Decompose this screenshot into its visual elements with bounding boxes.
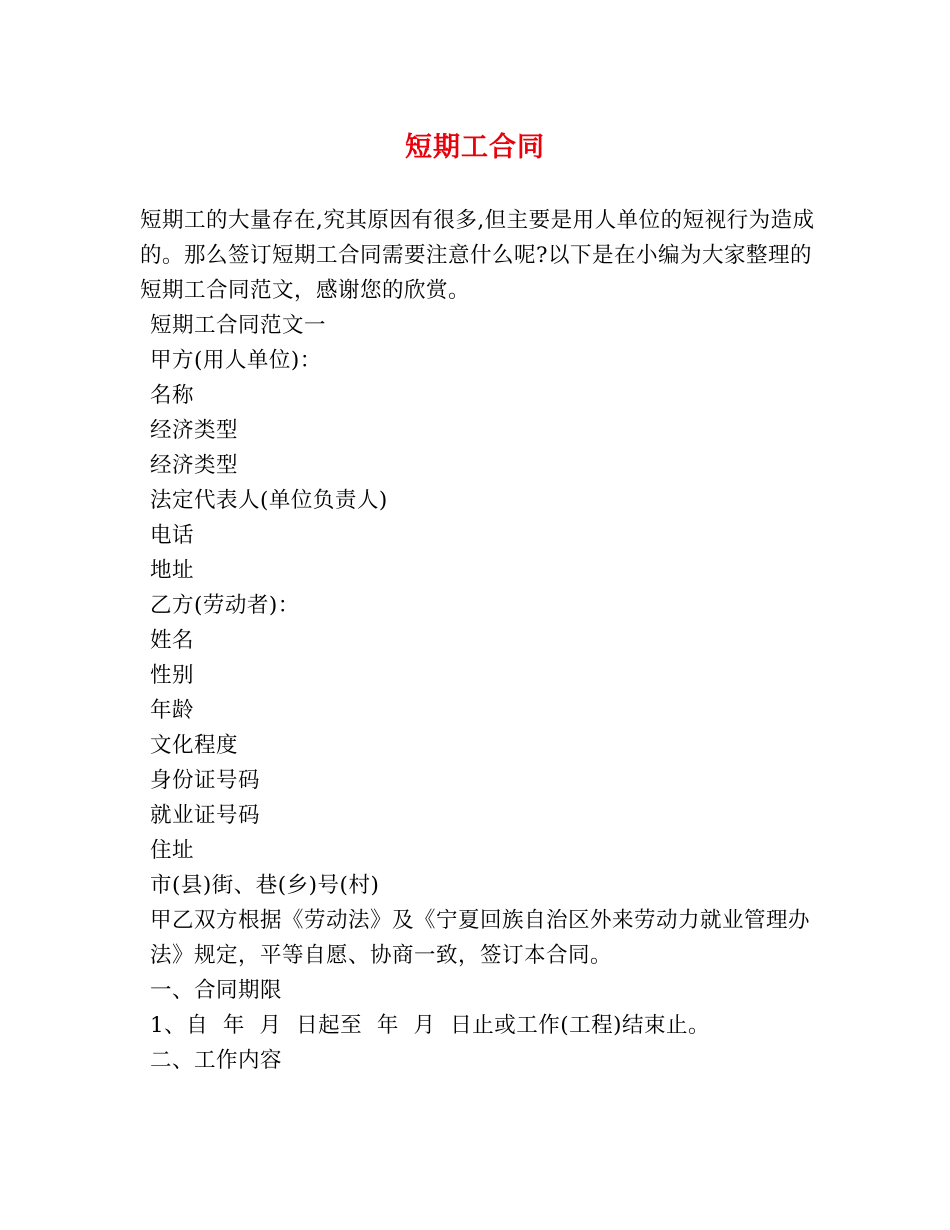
- sample-heading: 短期工合同范文一: [150, 313, 327, 338]
- agreement-paragraph: 甲乙双方根据《劳动法》及《宁夏回族自治区外来劳动力就业管理办法》规定，平等自愿、协商一致，签订本合同。: [150, 908, 811, 968]
- document-body: [140, 203, 820, 1078]
- section-1-item-1: 1、自 年 月 日起至 年 月 日止或工作(工程)结束止。: [150, 1013, 710, 1038]
- intro-paragraph: 短期工的大量存在,究其原因有很多,但主要是用人单位的短视行为造成的。那么签订短期工合同需要注意什么呢?以下是在小编为大家整理的短期工合同范文，感谢您的欣赏。: [140, 208, 815, 303]
- field-residence-detail: 市(县)街、巷(乡)号(村): [150, 873, 380, 898]
- field-name: 名称: [150, 383, 195, 408]
- field-employment-number: 就业证号码: [150, 803, 261, 828]
- field-id-number: 身份证号码: [150, 768, 261, 793]
- section-2-heading: 二、工作内容: [150, 1048, 283, 1073]
- field-residence: 住址: [150, 838, 195, 863]
- field-education: 文化程度: [150, 733, 239, 758]
- document-title: 短期工合同: [405, 132, 545, 163]
- field-phone: 电话: [150, 523, 195, 548]
- field-gender: 性别: [150, 663, 195, 688]
- party-b-label: 乙方(劳动者)：: [150, 593, 300, 618]
- field-economic-type: 经济类型: [150, 418, 239, 443]
- section-1-heading: 一、合同期限: [150, 978, 283, 1003]
- field-full-name: 姓名: [150, 628, 195, 653]
- field-address: 地址: [150, 558, 195, 583]
- field-economic-type-2: 经济类型: [150, 453, 239, 478]
- party-a-label: 甲方(用人单位)：: [150, 348, 322, 373]
- field-age: 年龄: [150, 698, 195, 723]
- field-legal-representative: 法定代表人(单位负责人): [150, 488, 388, 513]
